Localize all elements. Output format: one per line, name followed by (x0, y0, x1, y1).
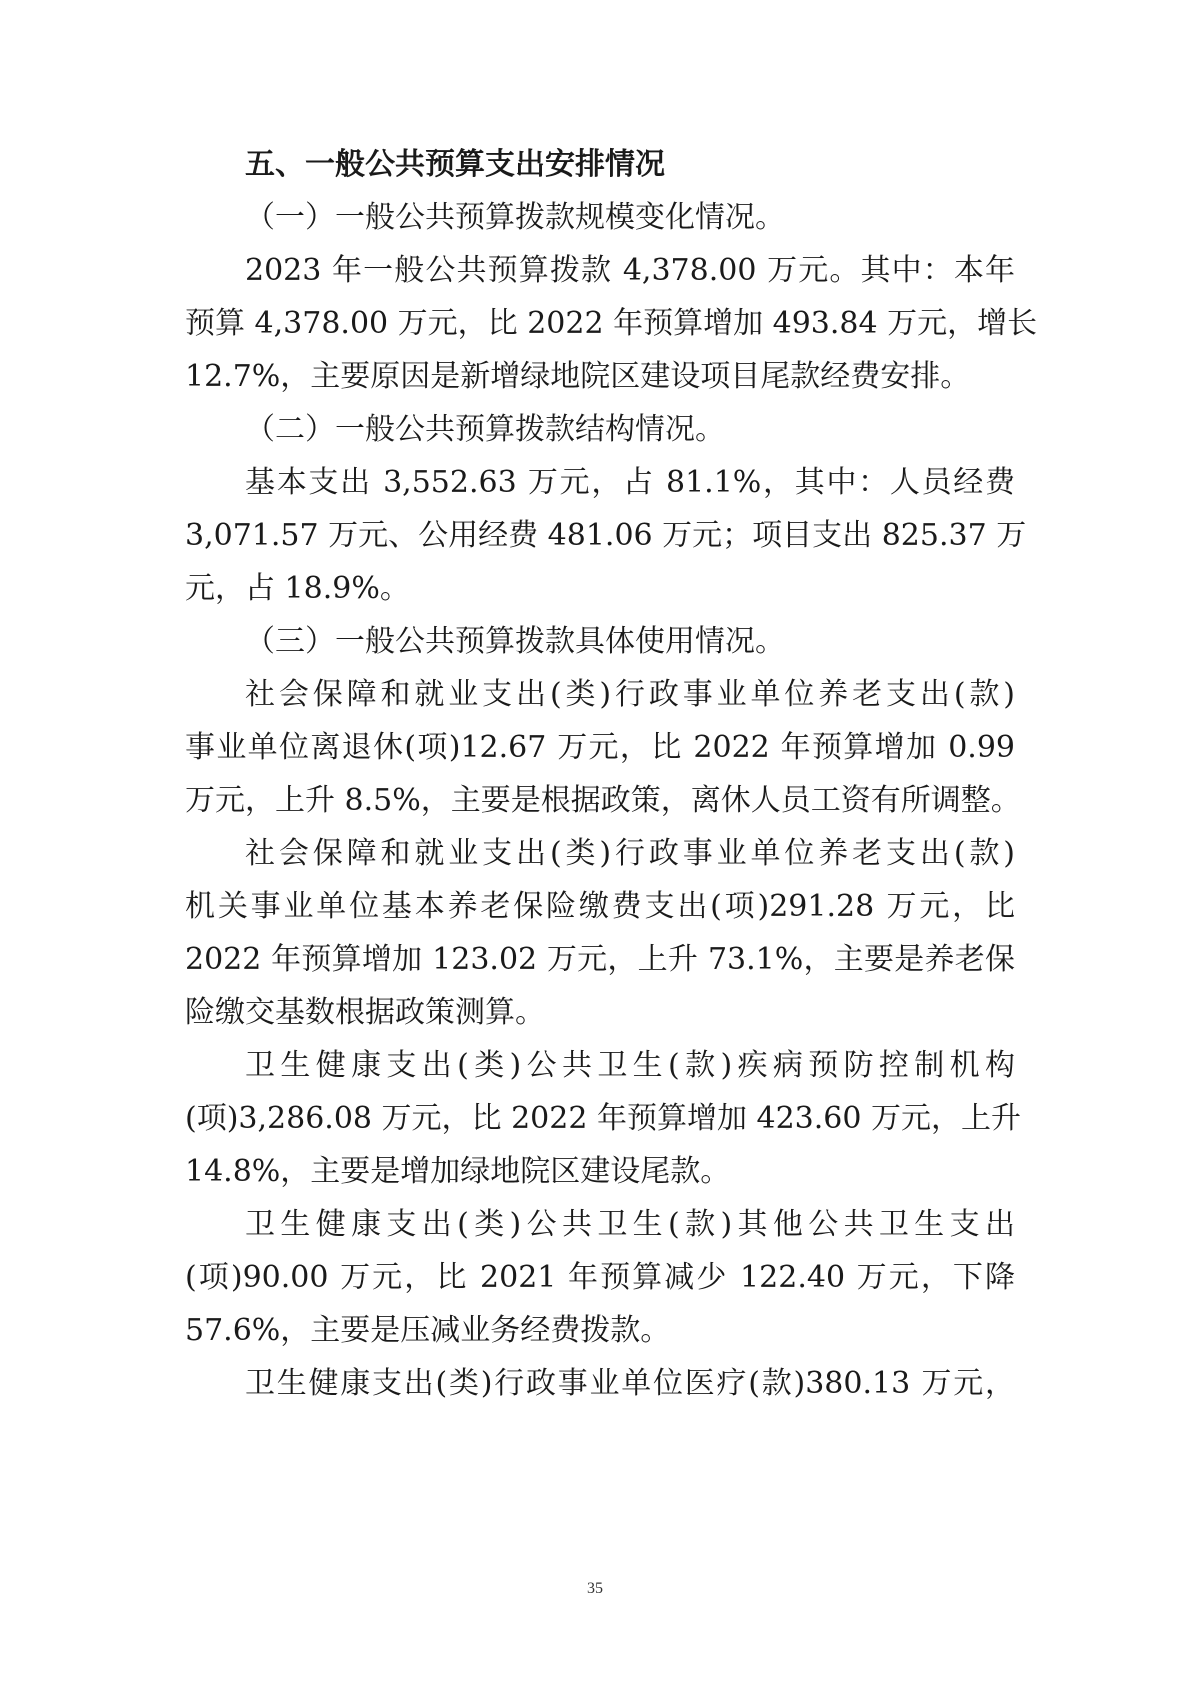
subsection-3-title: （三）一般公共预算拨款具体使用情况。 (245, 624, 785, 659)
text-line: (项)3,286.08 万元，比 2022 年预算增加 423.60 万元，上升 (185, 1101, 1022, 1136)
text-line: 14.8%，主要是增加绿地院区建设尾款。 (185, 1154, 731, 1189)
text-line: 12.7%，主要原因是新增绿地院区建设项目尾款经费安排。 (185, 359, 971, 394)
text-line: 险缴交基数根据政策测算。 (185, 995, 545, 1030)
subsection-2-title: （二）一般公共预算拨款结构情况。 (245, 412, 725, 447)
text-line: 卫生健康支出(类)公共卫生(款)其他公共卫生支出 (245, 1207, 1015, 1242)
text-line: 社会保障和就业支出(类)行政事业单位养老支出(款) (245, 836, 1015, 871)
text-line: 57.6%，主要是压减业务经费拨款。 (185, 1313, 671, 1348)
page-number: 35 (587, 1580, 603, 1597)
text-line: 万元，上升 8.5%，主要是根据政策，离休人员工资有所调整。 (185, 783, 1021, 818)
text-line: 3,071.57 万元、公用经费 481.06 万元；项目支出 825.37 万 (185, 518, 1027, 553)
text-line: 2023 年一般公共预算拨款 4,378.00 万元。其中：本年 (245, 253, 1015, 288)
subsection-1-title: （一）一般公共预算拨款规模变化情况。 (245, 200, 785, 235)
text-line: 事业单位离退休(项)12.67 万元，比 2022 年预算增加 0.99 (185, 730, 1015, 765)
section-title: 五、一般公共预算支出安排情况 (245, 147, 665, 182)
text-line: 卫生健康支出(类)公共卫生(款)疾病预防控制机构 (245, 1048, 1015, 1083)
text-line: 卫生健康支出(类)行政事业单位医疗(款)380.13 万元， (245, 1366, 1015, 1401)
text-line: 元，占 18.9%。 (185, 571, 410, 606)
text-line: (项)90.00 万元，比 2021 年预算减少 122.40 万元，下降 (185, 1260, 1015, 1295)
text-line: 预算 4,378.00 万元，比 2022 年预算增加 493.84 万元，增长 (185, 306, 1038, 341)
text-line: 基本支出 3,552.63 万元，占 81.1%，其中：人员经费 (245, 465, 1015, 500)
text-line: 社会保障和就业支出(类)行政事业单位养老支出(款) (245, 677, 1015, 712)
text-line: 2022 年预算增加 123.02 万元，上升 73.1%，主要是养老保 (185, 942, 1015, 977)
text-line: 机关事业单位基本养老保险缴费支出(项)291.28 万元，比 (185, 889, 1015, 924)
